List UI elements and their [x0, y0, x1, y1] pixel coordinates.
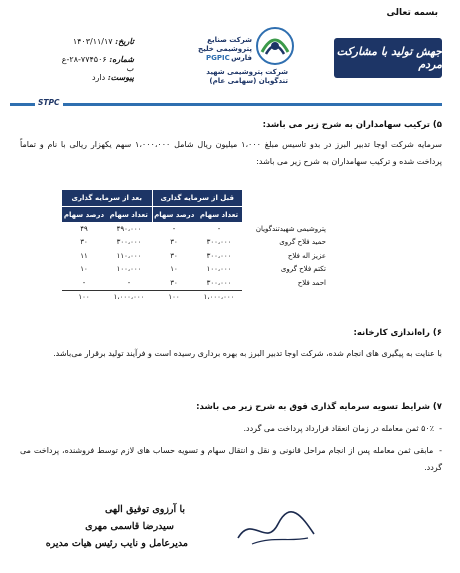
row-after-count: ۱۱۰،۰۰۰	[116, 251, 142, 260]
row-after-percent: ۳۰	[80, 238, 88, 247]
section7-title: ۷) شرایط تسویه سرمایه گذاری فوق به شرح زیر می باشد:	[196, 402, 442, 412]
row-before-count: ۳۰۰،۰۰۰	[206, 278, 232, 287]
table-total-row	[62, 290, 328, 304]
bullet-text: ۵۰٪ ثمن معامله در زمان انعقاد قرارداد پرداخت می گردد.	[243, 424, 435, 433]
row-name: حمید فلاح گروی	[279, 238, 326, 247]
total-after-percent: ۱۰۰	[62, 290, 106, 304]
table-row	[62, 263, 328, 277]
total-before-count: ۱،۰۰۰،۰۰۰	[196, 290, 242, 304]
col-before-percent: درصد سهام	[152, 207, 196, 223]
row-name: پتروشیمی شهیدتندگویان	[255, 224, 326, 233]
row-after-percent: ۱۰	[80, 265, 88, 274]
row-before-percent: ۳۰	[170, 251, 178, 260]
row-name: احمد فلاح	[297, 279, 326, 287]
row-name: عزیز اله فلاح	[287, 251, 326, 260]
date-value: ۱۴۰۳/۱۱/۱۷	[72, 37, 113, 46]
col-before-count: تعداد سهام	[196, 207, 242, 223]
row-after-percent: ۴۹	[80, 224, 88, 233]
logo-abbreviation: PGPIC	[206, 54, 230, 62]
number-value: ۷۷۴۵۰۶-۲۸-ع ب	[61, 55, 134, 73]
row-after-count: ۱۰۰،۰۰۰	[116, 265, 142, 274]
slogan-text: جهش تولید با مشارکت مردم	[336, 45, 442, 71]
basmala: بسمه تعالی	[386, 8, 438, 18]
total-after-count: ۱،۰۰۰،۰۰۰	[106, 290, 152, 304]
closing-line: با آرزوی توفیق الهی	[104, 504, 185, 515]
table-row	[62, 276, 328, 290]
slogan-logo	[334, 38, 442, 78]
section5-paragraph: سرمایه شرکت اوجا تدبیر البرز در بدو تاسیس مبلغ ۱،۰۰۰ میلیون ریال شامل ۱،۰۰۰،۰۰۰ سهم یکهزار ریالی با نام و تماماً پرداخت شده و ترکیب سهامداران به شرح زیر می باشد:	[20, 140, 443, 166]
stpc-mark: STPC	[35, 98, 63, 107]
bullet-dash: -	[433, 446, 442, 455]
col-after-percent: درصد سهام	[62, 207, 106, 223]
row-after-count: -	[127, 278, 131, 287]
row-after-count: ۳۰۰،۰۰۰	[116, 238, 142, 247]
group-before-header: قبل از سرمایه گذاری	[152, 190, 242, 207]
group-after-header: بعد از سرمایه گذاری	[62, 190, 152, 207]
row-after-count: ۴۹۰،۰۰۰	[116, 224, 142, 233]
number-label: شماره:	[109, 54, 134, 64]
row-before-count: ۳۰۰،۰۰۰	[206, 251, 232, 260]
header-divider	[10, 103, 442, 106]
section6-title: ۶) راه‌اندازی کارخانه:	[353, 328, 442, 338]
row-before-percent: ۱۰	[170, 265, 178, 274]
table-row	[62, 222, 328, 236]
signatory-role: مدیرعامل و نایب رئیس هیات مدیره	[45, 538, 188, 549]
row-before-count: ۱۰۰،۰۰۰	[206, 265, 232, 274]
company-logo-icon	[250, 24, 300, 98]
row-after-percent: ۱۱	[80, 251, 88, 260]
handwritten-signature-icon	[232, 508, 320, 552]
row-before-count: ۳۰۰،۰۰۰	[206, 238, 232, 247]
row-before-count: -	[217, 224, 221, 233]
attachment-label: پیوست:	[107, 72, 134, 82]
date-label: تاریخ:	[115, 36, 134, 46]
col-after-count: تعداد سهام	[106, 207, 152, 223]
row-before-percent: -	[172, 224, 176, 233]
row-name: تکتم فلاح گروی	[280, 265, 326, 274]
total-before-percent: ۱۰۰	[152, 290, 196, 304]
logo-subsidiary-name: شرکت پتروشیمی شهید تندگویان (سهامی عام)	[206, 68, 288, 85]
date-row	[54, 36, 134, 46]
section6-paragraph: با عنایت به پیگیری های انجام شده، شرکت اوجا تدبیر البرز به بهره برداری رسیده است و فرآیند تولید برقرار می‌باشد.	[53, 349, 442, 358]
row-after-percent: -	[82, 278, 86, 287]
signatory-name: سیدرضا قاسمی مهری	[85, 521, 174, 532]
table-row	[62, 249, 328, 263]
attachment-row	[54, 72, 134, 82]
bullet-dash: -	[434, 424, 442, 433]
table-row	[62, 236, 328, 250]
row-before-percent: ۳۰	[170, 278, 178, 287]
shareholders-table	[62, 190, 328, 304]
row-before-percent: ۳۰	[170, 238, 178, 247]
table-corner	[242, 190, 328, 207]
logo-company-name: شرکت صنایع پتروشیمی خلیج فارس	[198, 36, 252, 62]
number-row	[54, 54, 134, 73]
bullet-text: مابقی ثمن معامله پس از انجام مراحل قانونی و نقل و انتقال سهام و تسویه حساب های لازم توسط فروشنده، پرداخت می گردد.	[20, 446, 442, 472]
section7-bullet-1	[20, 420, 442, 437]
attachment-value: دارد	[91, 73, 106, 82]
section5-title: ۵) ترکیب سهامداران به شرح زیر می باشد:	[262, 120, 442, 130]
section7-bullet-2	[20, 442, 442, 476]
